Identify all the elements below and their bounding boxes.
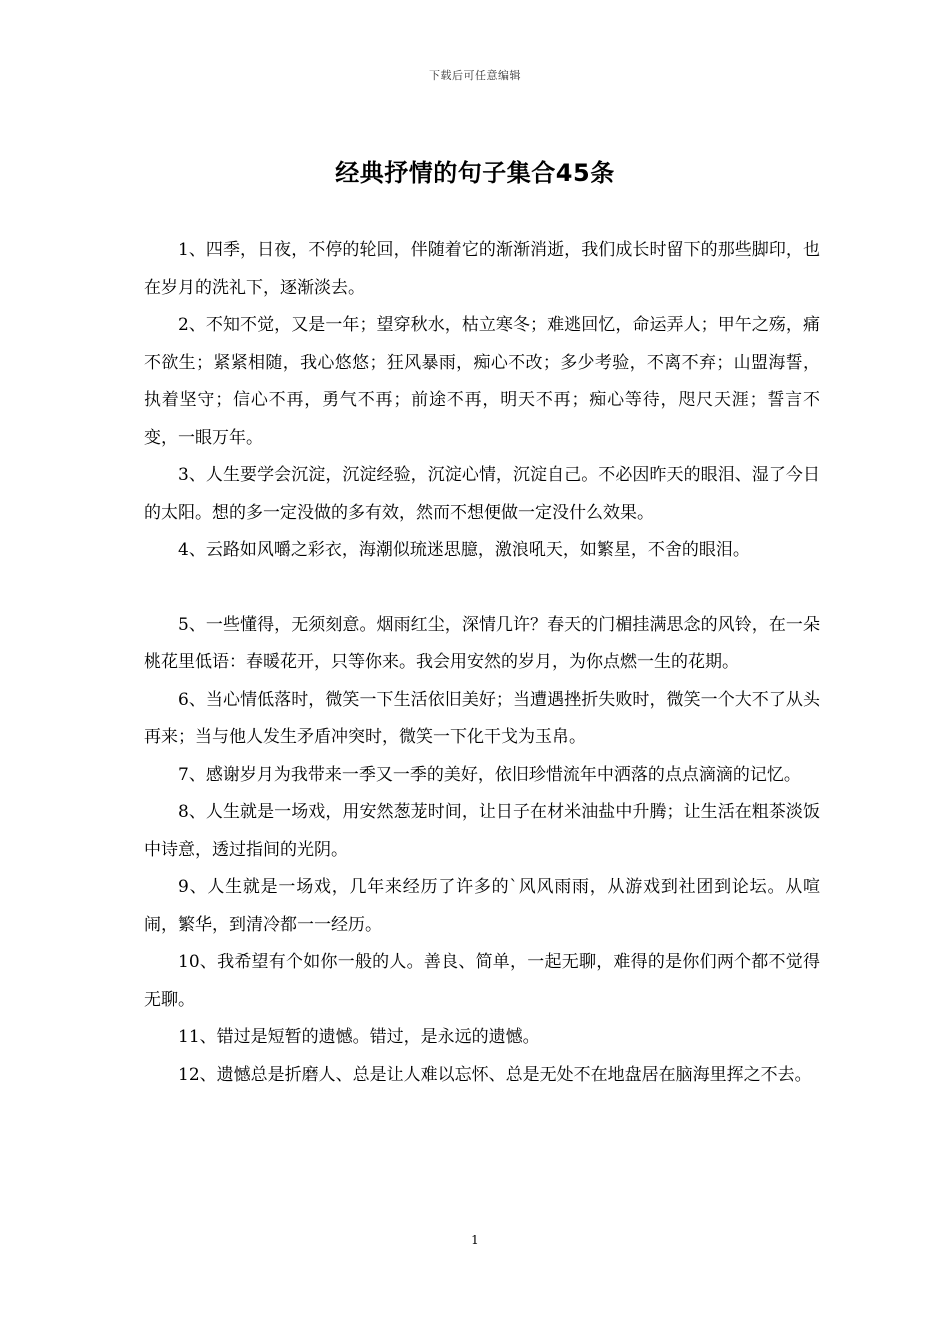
header-note: 下载后可任意编辑 <box>429 69 521 82</box>
document-body <box>144 232 820 1094</box>
paragraph-12: 12、遗憾总是折磨人、总是让人难以忘怀、总是无处不在地盘居在脑海里挥之不去。 <box>178 1064 812 1085</box>
paragraph-5: 5、一些懂得，无须刻意。烟雨红尘，深情几许？春天的门楣挂满思念的风铃，在一朵桃花里低语：春暖花开，只等你来。我会用安然的岁月，为你点燃一生的花期。 <box>144 614 820 672</box>
paragraph-10: 10、我希望有个如你一般的人。善良、简单，一起无聊，难得的是你们两个都不觉得无聊。 <box>144 952 820 1010</box>
paragraph-1: 1、四季，日夜，不停的轮回，伴随着它的渐渐消逝，我们成长时留下的那些脚印，也在岁月的洗礼下，逐渐淡去。 <box>144 240 820 298</box>
document-title: 经典抒情的句子集合45条 <box>335 159 615 187</box>
paragraph-6: 6、当心情低落时，微笑一下生活依旧美好；当遭遇挫折失败时，微笑一个大不了从头再来；当与他人发生矛盾冲突时，微笑一下化干戈为玉帛。 <box>144 689 820 747</box>
paragraph-8: 8、人生就是一场戏，用安然葱茏时间，让日子在材米油盐中升腾；让生活在粗茶淡饭中诗意，透过指间的光阴。 <box>144 802 820 860</box>
paragraph-4: 4、云路如风嚼之彩衣，海潮似琉迷思臆，激浪吼天，如繁星，不舍的眼泪。 <box>178 540 750 560</box>
paragraph-11: 11、错过是短暂的遗憾。错过，是永远的遗憾。 <box>178 1027 540 1047</box>
page-number: 1 <box>471 1233 479 1247</box>
paragraph-9: 9、人生就是一场戏，几年来经历了许多的`风风雨雨，从游戏到社团到论坛。从喧闹，繁华，到清冷都一一经历。 <box>144 877 820 935</box>
paragraph-2: 2、不知不觉，又是一年；望穿秋水，枯立寒冬；难逃回忆，命运弄人；甲午之殇，痛不欲生；紧紧相随，我心悠悠；狂风暴雨，痴心不改；多少考验，不离不弃；山盟海誓，执着坚守；信心不再，勇气不再；前途不再，明天不再；痴心等待，咫尺天涯；誓言不变，一眼万年。 <box>144 315 820 448</box>
paragraph-7: 7、感谢岁月为我带来一季又一季的美好，依旧珍惜流年中洒落的点点滴滴的记忆。 <box>178 764 801 785</box>
paragraph-3: 3、人生要学会沉淀，沉淀经验，沉淀心情，沉淀自己。不必因昨天的眼泪、湿了今日的太阳。想的多一定没做的多有效，然而不想便做一定没什么效果。 <box>144 465 820 523</box>
